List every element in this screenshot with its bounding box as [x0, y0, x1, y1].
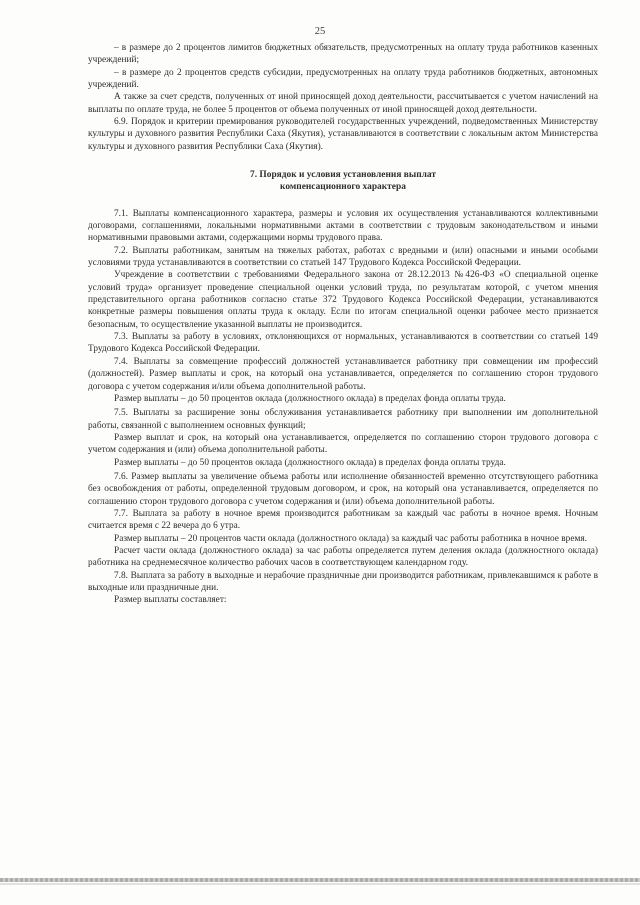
- paragraph: 7.8. Выплата за работу в выходные и нерабочие праздничные дни производится работникам, привлекавшимся к работе в выходные или праздничные дни.: [88, 570, 598, 593]
- paragraph: 7.1. Выплаты компенсационного характера, размеры и условия их осуществления устанавливаются коллективными договорами, соглашениями, локальными нормативными актами в соответствии с трудовым законодательством и иными нормативными правовыми актами, содержащими нормы трудового права.: [88, 208, 598, 244]
- paragraph: А также за счет средств, полученных от иной приносящей доход деятельности, рассчитывается с учетом начислений на выплаты по оплате труда, не более 5 процентов от объема полученных от иной приносящей доход деятельности.: [88, 92, 598, 115]
- paragraph: 7.3. Выплаты за работу в условиях, отклоняющихся от нормальных, устанавливаются в соответствии со статьей 149 Трудового Кодекса Российской Федерации.: [88, 332, 598, 355]
- scan-edge-line: [0, 878, 640, 882]
- paragraph: Размер выплат и срок, на который она устанавливается, определяется по соглашению сторон трудового договора с учетом содержания и (или) объема дополнительной работы.: [88, 432, 598, 456]
- paragraph: 7.5. Выплаты за расширение зоны обслуживания устанавливается работнику при выполнении им дополнительной работы, связанной с выполнением основных функций;: [88, 408, 598, 431]
- paragraph: 7.6. Размер выплаты за увеличение объема работы или исполнение обязанностей временно отсутствующего работника без освобождения от работы, определенной трудовым договором, и срок, на который она устанавливается, определяется по соглашению сторон трудового договора с учетом содержания и (или) объема дополнительной работы.: [88, 471, 598, 507]
- section-heading-line-1: 7. Порядок и условия установления выплат: [249, 170, 436, 181]
- paragraph: 7.4. Выплаты за совмещение профессий должностей устанавливается работнику при совмещении им профессий (должностей). Размер выплаты и срок, на который она устанавливается, определяется по соглашению сторон трудового договора с учетом содержания и/или объема дополнительной работы.: [88, 356, 598, 392]
- scan-edge-shadow: [0, 883, 640, 885]
- paragraph: Размер выплаты – до 50 процентов оклада (должностного оклада) в пределах фонда оплаты труда.: [114, 393, 506, 404]
- paragraph: 7.7. Выплата за работу в ночное время производится работникам за каждый час работы в ночное время. Ночным считается время с 22 вечера до 6 утра.: [88, 508, 598, 532]
- section-heading: [88, 169, 598, 194]
- paragraph: Расчет части оклада (должностного оклада) за час работы определяется путем деления оклада (должностного оклада) работника на среднемесячное количество рабочих часов в соответствующем календарном году.: [88, 545, 598, 569]
- paragraph: 6.9. Порядок и критерии премирования руководителей государственных учреждений, подведомственных Министерству культуры и духовного развития Республики Саха (Якутия), устанавливаются в соответствии с локальным актом Министерства культуры и духовного развития Республики Саха (Якутия).: [88, 117, 598, 152]
- paragraph: Размер выплаты – 20 процентов части оклада (должностного оклада) за каждый час работы работника в ночное время.: [114, 533, 588, 544]
- paragraph: Учреждение в соответствии с требованиями Федерального закона от 28.12.2013 №426-ФЗ «О специальной оценке условий труда» организует проведение специальной оценки условий труда, по результатам которой, с учетом мнения представительного органа работников согласно статье 372 Трудового Кодекса Российской Федерации, устанавливаются конкретные размеры повышения оплаты труда к окладу. Если по итогам специальной оценки рабочее место признается безопасным, то осуществление указанной выплаты не производится.: [88, 270, 598, 330]
- paragraph: – в размере до 2 процентов лимитов бюджетных обязательств, предусмотренных на оплату труда работников казенных учреждений;: [88, 43, 598, 66]
- page-number: 25: [314, 26, 326, 37]
- section-heading-line-2: компенсационного характера: [280, 182, 406, 193]
- document-body: [88, 42, 598, 607]
- paragraph: Размер выплаты составляет:: [114, 595, 227, 606]
- paragraph: – в размере до 2 процентов средств субсидии, предусмотренных на оплату труда работников бюджетных, автономных учреждений.: [88, 67, 598, 91]
- paragraph: 7.2. Выплаты работникам, занятым на тяжелых работах, работах с вредными и (или) опасными и иными особыми условиями труда устанавливаются в соответствии со статьей 147 Трудового Кодекса Российской Федерации.: [88, 245, 598, 269]
- paragraph: Размер выплаты – до 50 процентов оклада (должностного оклада) в пределах фонда оплаты труда.: [114, 457, 506, 468]
